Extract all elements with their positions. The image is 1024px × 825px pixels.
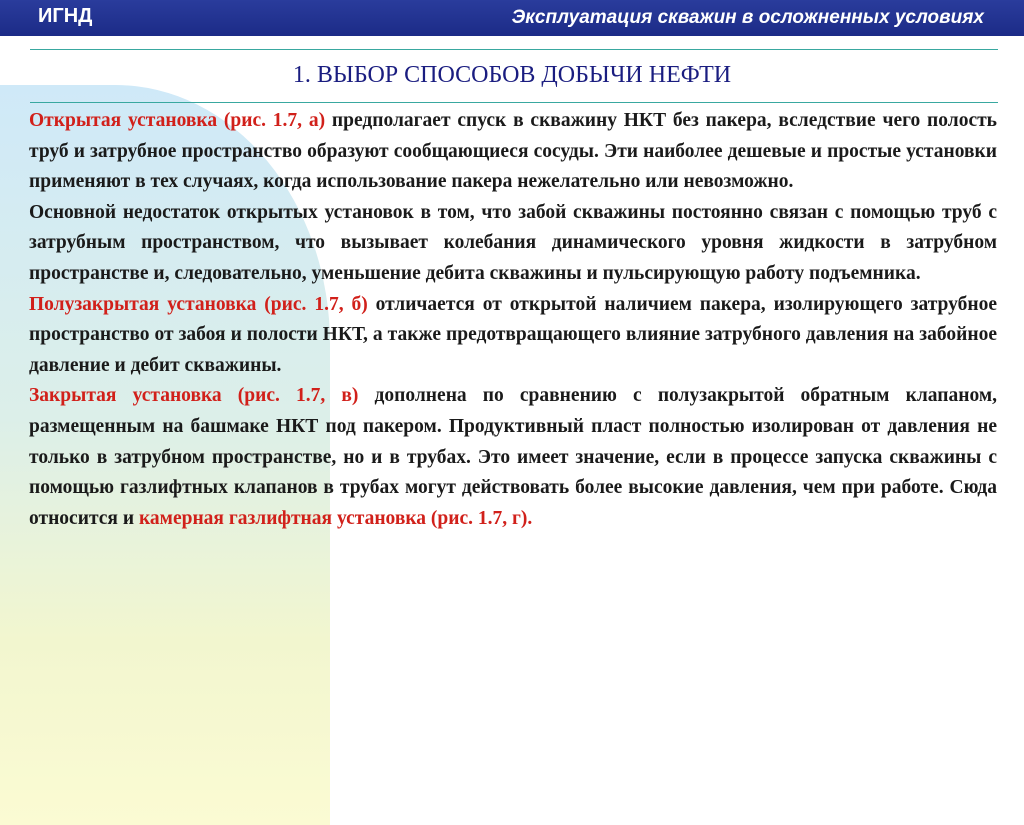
- paragraph-text: дополнена по сравнению с полузакрытой обратным клапаном, размещенным на башмаке НКТ под пакером. Продуктивный пласт полностью изолирован от давления не только в затрубном пространстве, но и в трубах. Это имеет значение, если в процессе запуска скважины с помощью газлифтных клапанов в трубах могут действовать более высокие давления, чем при работе. Сюда относится и: [29, 385, 998, 529]
- slide-title: 1. ВЫБОР СПОСОБОВ ДОБЫЧИ НЕФТИ: [292, 62, 732, 88]
- term-semi-closed-installation: Полузакрытая установка (рис. 1.7, б): [29, 293, 368, 315]
- title-divider: [30, 102, 998, 103]
- term-chamber-gaslift-installation: камерная газлифтная установка (рис. 1.7, г).: [138, 507, 533, 529]
- term-closed-installation: Закрытая установка (рис. 1.7, в): [29, 385, 359, 407]
- slide-header: [0, 0, 1024, 36]
- paragraph-text: предполагает спуск в скважину НКТ без пакера, вследствие чего полость труб и затрубное пространство образуют сообщающиеся сосуды. Эти наиболее дешевые и простые установки применяют в тех случаях, когда использование пакера нежелательно или невозможно.: [29, 110, 997, 193]
- paragraph-open-drawback: [29, 198, 997, 290]
- top-divider: [30, 49, 998, 50]
- paragraph-open-installation: [29, 106, 997, 198]
- slide-body: [29, 106, 997, 534]
- term-open-installation: Открытая установка (рис. 1.7, а): [29, 110, 326, 131]
- paragraph-closed-installation: [29, 381, 997, 534]
- course-title: Эксплуатация скважин в осложненных условиях: [511, 7, 984, 28]
- paragraph-text: Основной недостаток открытых установок в том, что забой скважины постоянно связан с помощью труб с затрубным пространством, что вызывает колебания динамического уровня жидкости в затрубном пространстве и, следовательно, уменьшение дебита скважины и пульсирующую работу подъемника.: [29, 201, 997, 284]
- paragraph-semi-closed-installation: [29, 290, 997, 382]
- institute-abbreviation: ИГНД: [38, 5, 93, 27]
- paragraph-text: отличается от открытой наличием пакера, изолирующего затрубное пространство от забоя и полости НКТ, а также предотвращающего влияние затрубного давления на забойное давление и дебит скважины.: [29, 293, 997, 376]
